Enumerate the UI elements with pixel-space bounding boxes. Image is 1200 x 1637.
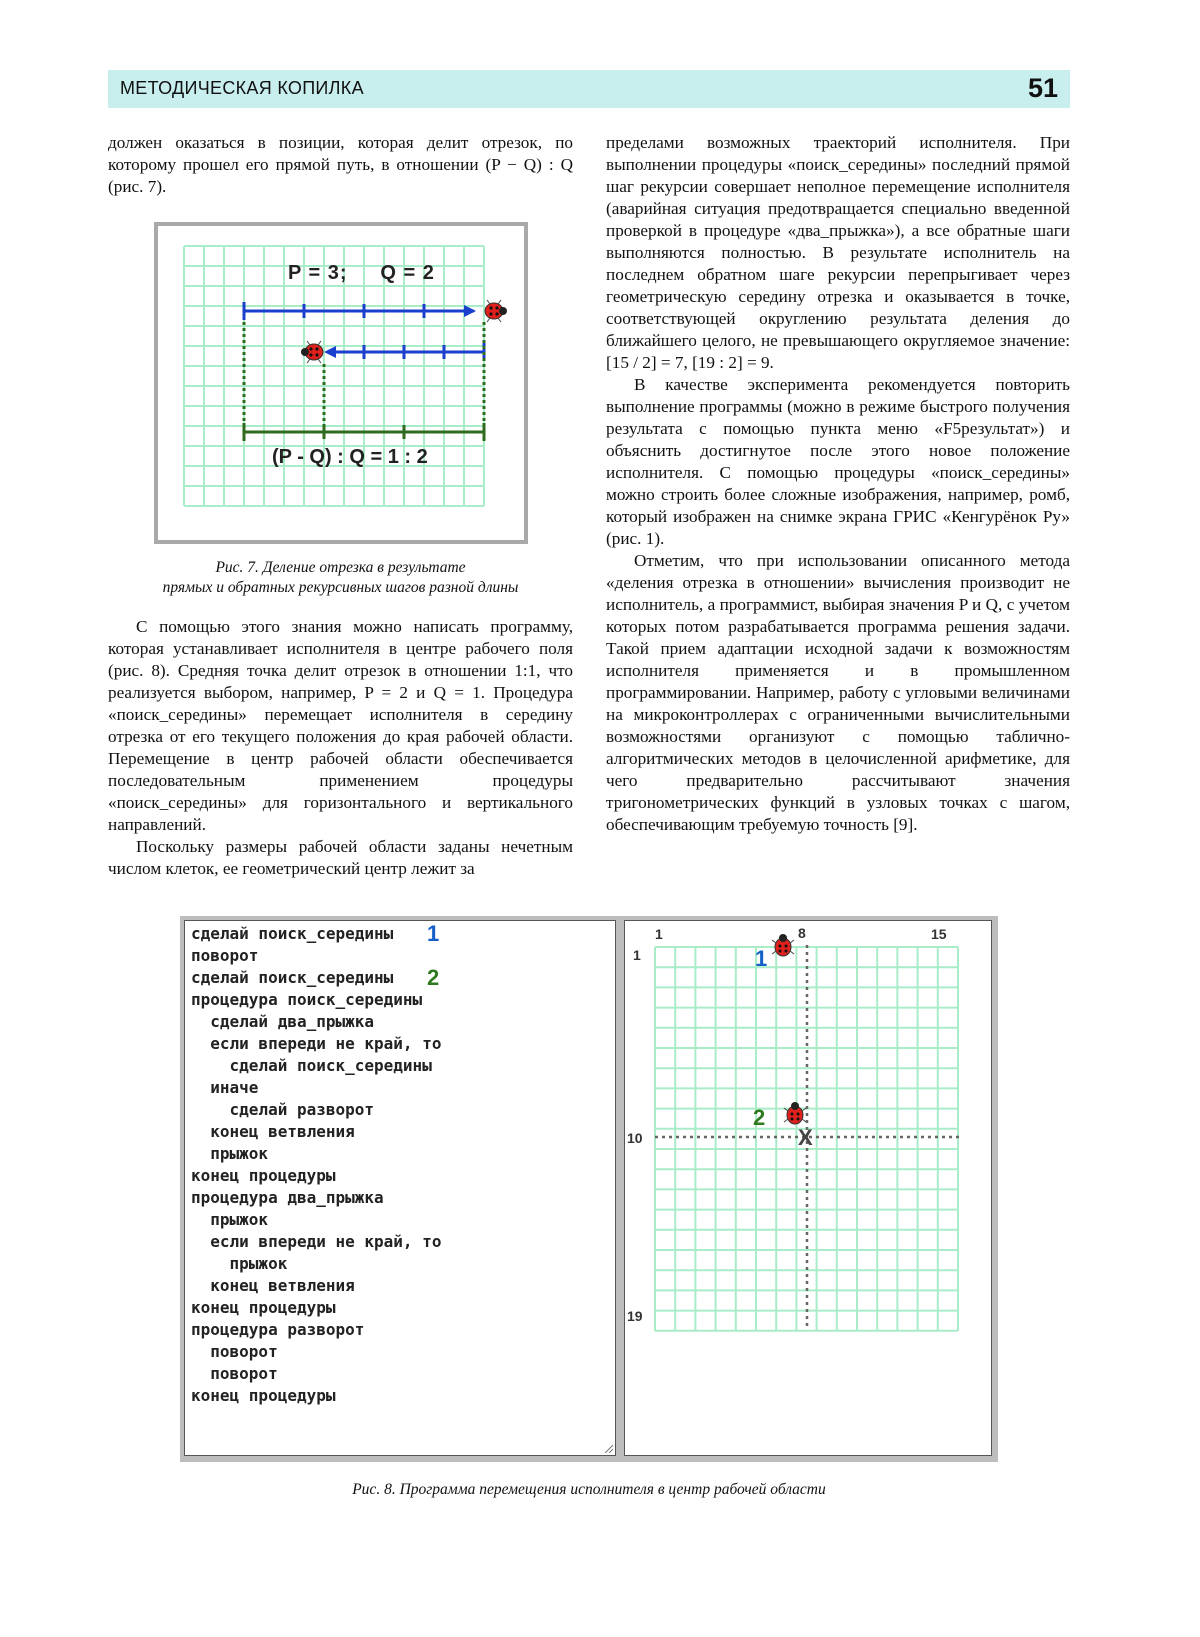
code-line: конец процедуры: [191, 1166, 336, 1185]
intro-paragraph: должен оказаться в позиции, которая делит отрезок, по которому прошел его прямой путь, в отношении (P − Q) : Q (рис. 7).: [108, 133, 573, 196]
workspace-grid: [625, 921, 991, 1455]
step-marker-1: 1: [427, 921, 440, 946]
code-line: прыжок: [191, 1254, 288, 1273]
ladybug-icon: [485, 300, 507, 322]
code-line: процедура два_прыжка: [191, 1188, 384, 1207]
axis-y-label: 19: [627, 1308, 643, 1324]
code-line: если впереди не край, то: [191, 1034, 442, 1053]
program-editor[interactable]: [184, 920, 616, 1456]
paragraph: С помощью этого знания можно написать программу, которая устанавливает исполнителя в центре рабочего поля (рис. 8). Средняя точка делит отрезок в отношении 1:1, что реализуется выбором, например, P = 2 и Q = 1. Процедура «поиск_середины» перемещает исполнителя в середину отрезка от его текущего положения до края рабочей области. Перемещение в центр рабочей области обеспечивается последовательным применением процедуры «поиск_середины» для горизонтального и вертикального направлений.: [108, 617, 573, 834]
fig7-top-label: P = 3; Q = 2: [288, 262, 435, 284]
section-title: МЕТОДИЧЕСКАЯ КОПИЛКА: [120, 78, 364, 98]
axis-x-label: 15: [931, 926, 947, 942]
code-line: поворот: [191, 1342, 278, 1361]
caption-line: прямых и обратных рекурсивных шагов разной длины: [162, 579, 519, 596]
resize-handle-icon[interactable]: [603, 1443, 613, 1453]
code-line: сделай поиск_середины: [191, 968, 394, 987]
axis-x-label: 1: [655, 926, 663, 942]
code-line: сделай поиск_середины: [191, 1056, 432, 1075]
right-column: [606, 132, 1070, 836]
center-mark: X: [798, 1125, 813, 1150]
code-line: прыжок: [191, 1144, 269, 1163]
axis-y-label: 1: [633, 947, 641, 963]
code-line: конец ветвления: [191, 1276, 355, 1295]
fig7-bottom-label: (P - Q) : Q = 1 : 2: [272, 446, 428, 468]
left-column-top: [108, 132, 573, 198]
grid-marker-2: 2: [753, 1105, 766, 1130]
code-line: конец процедуры: [191, 1298, 336, 1317]
axis-x-label: 8: [798, 925, 806, 941]
workspace-grid-panel: [624, 920, 992, 1456]
code-line: иначе: [191, 1078, 259, 1097]
figure-8: [180, 916, 998, 1462]
paragraph: Поскольку размеры рабочей области заданы нечетным числом клеток, ее геометрический центр лежит за: [108, 837, 573, 878]
code-line: прыжок: [191, 1210, 269, 1229]
paragraph: пределами возможных траекторий исполнителя. При выполнении процедуры «поиск_середины» последний прямой шаг рекурсии совершает неполное перемещение исполнителя (аварийная ситуация предотвращается специально введенной проверкой в процедуре «два_прыжка»), а все обратные шаги выполняются полностью. В результате исполнитель на последнем обратном шаге рекурсии перепрыгивает через геометрическую середину отрезка и оказывается в точке, соответствующей округлению результата деления до ближайшего целого, не превышающего округляемое значение: [15 / 2] = 7, [19 : 2] = 9.: [606, 133, 1070, 372]
figure-8-caption: Рис. 8. Программа перемещения исполнителя в центр рабочей области: [352, 1481, 826, 1498]
code-line: поворот: [191, 1364, 278, 1383]
left-column-bottom: [108, 616, 573, 880]
figure-7-caption: [108, 558, 573, 598]
paragraph: В качестве эксперимента рекомендуется повторить выполнение программы (можно в режиме быстрого получения результата с помощью пункта меню «F5результат») и объяснить достигнутое после этого новое положение исполнителя. С помощью процедуры «поиск_середины» можно строить более сложные изображения, например, ромб, который изображен на снимке экрана ГРИС «Кенгурёнок Ру» (рис. 1).: [606, 375, 1070, 548]
code-line: если впереди не край, то: [191, 1232, 442, 1251]
figure-7: [154, 222, 528, 544]
code-line: процедура разворот: [191, 1320, 365, 1339]
paragraph: Отметим, что при использовании описанного метода «деления отрезка в отношении» вычисления производит не исполнитель, а программист, выбирая значения P и Q, с учетом которых потом разрабатывается программа решения задачи. Такой прием адаптации исходной задачи к возможностям исполнителя применяется и в промышленном программировании. Например, работу с угловыми величинами на микроконтроллерах с ограниченными вычислительными возможностями организуют с помощью таблично-алгоритмических методов в целочисленной арифметике, для чего предварительно рассчитывают значения тригонометрических функций в узловых точках с шагом, обеспечивающим требуемую точность [9].: [606, 551, 1070, 834]
code-line: конец ветвления: [191, 1122, 355, 1141]
code-line: конец процедуры: [191, 1386, 336, 1405]
ladybug-icon: [784, 1102, 806, 1124]
page-header: [108, 70, 1070, 108]
code-line: сделай разворот: [191, 1100, 375, 1119]
code-line: сделай два_прыжка: [191, 1012, 375, 1031]
code-line: процедура поиск_середины: [191, 990, 423, 1009]
axis-y-label: 10: [627, 1130, 643, 1146]
code-line: поворот: [191, 946, 259, 965]
caption-line: Рис. 7. Деление отрезка в результате: [215, 559, 466, 576]
figure-7-diagram: [158, 226, 524, 540]
grid-marker-1: 1: [755, 946, 768, 971]
page-number: 51: [1027, 73, 1058, 103]
step-marker-2: 2: [427, 965, 440, 990]
code-line: сделай поиск_середины: [191, 924, 394, 943]
